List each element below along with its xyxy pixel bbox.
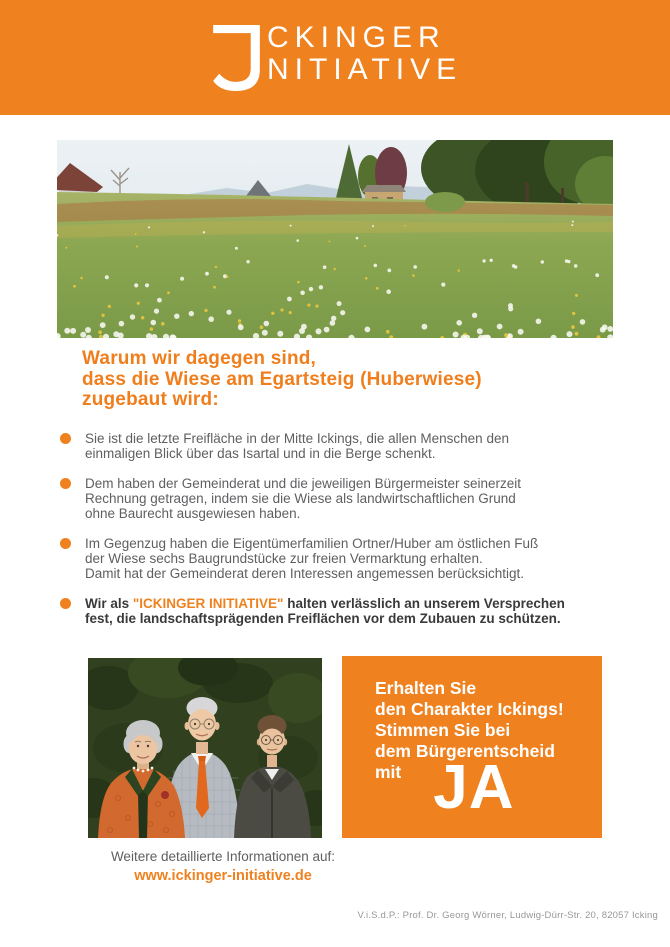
bullet-dot (60, 538, 71, 549)
argument-highlight: "ICKINGER INITIATIVE" (132, 596, 284, 611)
website-link[interactable]: www.ickinger-initiative.de (134, 868, 312, 884)
argument-suffix: halten verlässlich an unserem Versprechen fest, die landschaftsprägenden Freiflächen vor dem Zubauen zu schützen. (85, 596, 565, 626)
tan-building-roof (362, 185, 406, 192)
argument-item (60, 536, 616, 581)
bullet-dot (60, 478, 71, 489)
meadow-photo-scene (57, 140, 613, 338)
bush (425, 192, 465, 212)
logo-wordmark (267, 22, 462, 91)
info-label: Weitere detaillierte Informationen auf: (110, 849, 336, 864)
imprint-line: V.i.S.d.P.: Prof. Dr. Georg Wörner, Ludwig-Dürr-Str. 20, 82057 Icking (357, 910, 658, 921)
cta-text: Erhalten Sie den Charakter Ickings! Stimmen Sie bei dem Bürgerentscheid (375, 678, 564, 761)
argument-item (60, 431, 616, 461)
people-photo (88, 658, 322, 838)
argument-text (85, 596, 565, 626)
cta-mit: mit (375, 762, 402, 782)
logo-line2: NITIATIVE (267, 53, 463, 86)
bullet-dot (60, 598, 71, 609)
headline: Warum wir dagegen sind, dass die Wiese am Egartsteig (Huberwiese) zugebaut wird: (82, 348, 482, 410)
logo-line1: CKINGER (267, 21, 446, 54)
logo-i-glyph (213, 25, 260, 91)
argument-item (60, 476, 616, 521)
meadow-photo (57, 140, 613, 338)
bullet-dot (60, 433, 71, 444)
argument-list (60, 431, 616, 641)
cta-box (342, 656, 602, 838)
argument-text: Dem haben der Gemeinderat und die jeweiligen Bürgermeister seinerzeit Rechnung getragen, indem sie die Wiese als landwirtschaftlichen Grund ohne Baurecht ausgewiesen haben. (85, 476, 521, 521)
header-banner (0, 0, 670, 115)
cta-vote-row (375, 753, 602, 822)
cta-ja: JA (433, 753, 515, 822)
argument-text: Sie ist die letzte Freifläche in der Mitte Ickings, die allen Menschen den einmaligen Blick über das Isartal und in die Berge schenkt. (85, 431, 509, 461)
argument-item (60, 596, 616, 626)
argument-prefix: Wir als (85, 596, 133, 611)
logo (213, 22, 462, 91)
argument-text: Im Gegenzug haben die Eigentümerfamilien Ortner/Huber am östlichen Fuß der Wiese sechs Baugrundstücke zur freien Vermarktung erhalten. Damit hat der Gemeinderat deren Interessen angemessen berücksichtigt. (85, 536, 539, 581)
people-photo-scene (88, 658, 322, 838)
